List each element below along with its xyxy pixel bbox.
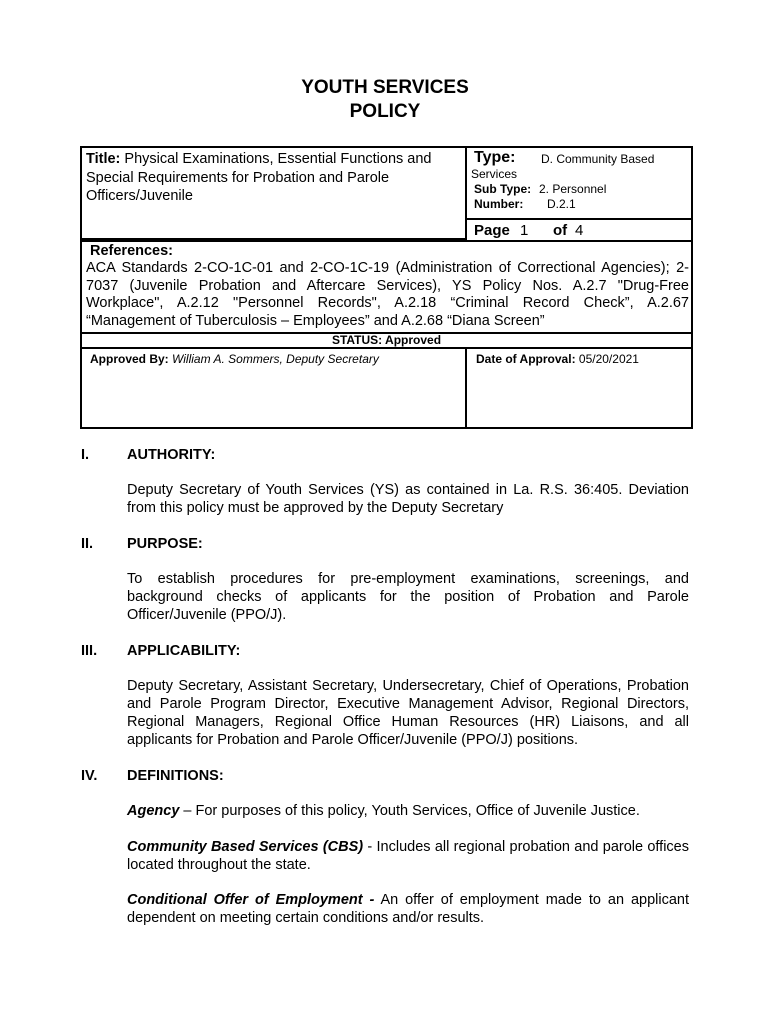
date-of-approval-value: 05/20/2021 [578, 352, 639, 366]
section-4-number: IV. [81, 768, 98, 784]
definition-text: Includes all regional probation and parole offices located throughout the state. [127, 839, 689, 873]
status-text: STATUS: Approved [331, 333, 442, 347]
references-label: References: [90, 243, 174, 259]
page-total: 4 [575, 222, 584, 239]
definition-community-based-services [127, 838, 689, 874]
date-of-approval-label: Date of Approval: [476, 352, 576, 366]
definition-separator: - [363, 839, 377, 855]
section-1-text: Deputy Secretary of Youth Services (YS) as contained in La. R.S. 36:405. Deviation from this policy must be approved by the Deputy Secretary [127, 482, 689, 516]
definition-agency [127, 802, 689, 820]
definition-text: An offer of employment made to an applicant dependent on meeting certain conditions and/or results. [127, 892, 689, 926]
approved-by-value: William A. Sommers, Deputy Secretary [172, 352, 379, 366]
references-line-3: Workplace", A.2.12 "Personnel Records", A.2.18 “Criminal Record Check”, A.2.67 [86, 295, 689, 311]
type-value-line1: D. Community Based [541, 152, 655, 166]
approved-by [90, 352, 379, 367]
definition-separator: – [179, 803, 196, 819]
definition-term: Agency [127, 803, 180, 819]
document-heading-line1: YOUTH SERVICES [301, 77, 469, 98]
document-heading-line2: POLICY [349, 101, 421, 122]
approved-by-label: Approved By: [90, 352, 169, 366]
title-label: Title: [86, 151, 121, 167]
definition-conditional-offer [127, 891, 689, 927]
definition-term: Conditional Offer of Employment - [127, 892, 375, 908]
number-value: D.2.1 [547, 197, 576, 211]
section-2-text: To establish procedures for pre-employment examinations, screenings, and background checks of applicants for the position of Probation and Parole Officer/Juvenile (PPO/J). [127, 571, 689, 623]
subtype-label: Sub Type: [474, 182, 532, 196]
section-2-heading: PURPOSE: [127, 536, 203, 552]
page-label: Page [474, 222, 510, 239]
section-3-text: Deputy Secretary, Assistant Secretary, Undersecretary, Chief of Operations, Probation and Parole Program Director, Executive Management Advisor, Regional Directors, Regional Managers, Regional Office Human Resources (HR) Liaisons, and all applicants for Probation and Parole Officer/Juvenile (PPO/J) positions. [127, 678, 689, 748]
references-line-1: ACA Standards 2-CO-1C-01 and 2-CO-1C-19 (Administration of Correctional Agencies); 2- [86, 260, 689, 276]
section-3-number: III. [81, 643, 98, 659]
definition-text: For purposes of this policy, Youth Services, Office of Juvenile Justice. [195, 803, 640, 819]
references-line-4: “Management of Tuberculosis – Employees” and A.2.68 “Diana Screen” [86, 312, 545, 329]
date-of-approval [476, 352, 639, 367]
section-2-number: II. [81, 536, 94, 552]
of-label: of [553, 222, 568, 239]
definition-term: Community Based Services (CBS) [127, 839, 364, 855]
section-4-heading: DEFINITIONS: [127, 768, 224, 784]
number-label: Number: [474, 197, 524, 211]
section-3-heading: APPLICABILITY: [127, 643, 241, 659]
type-value-line2: Services [471, 167, 518, 181]
references-line-2: 7037 (Juvenile Probation and Aftercare Services), YS Policy Nos. A.2.7 "Drug-Free [86, 277, 689, 294]
title-text: Physical Examinations, Essential Functions and Special Requirements for Probation and Parole Officers/Juvenile [86, 151, 432, 204]
title-cell [86, 150, 464, 206]
page-number: 1 [520, 222, 529, 239]
section-1-heading: AUTHORITY: [127, 447, 216, 463]
subtype-value: 2. Personnel [539, 182, 607, 196]
section-1-number: I. [81, 447, 90, 463]
type-label: Type: [474, 149, 516, 166]
